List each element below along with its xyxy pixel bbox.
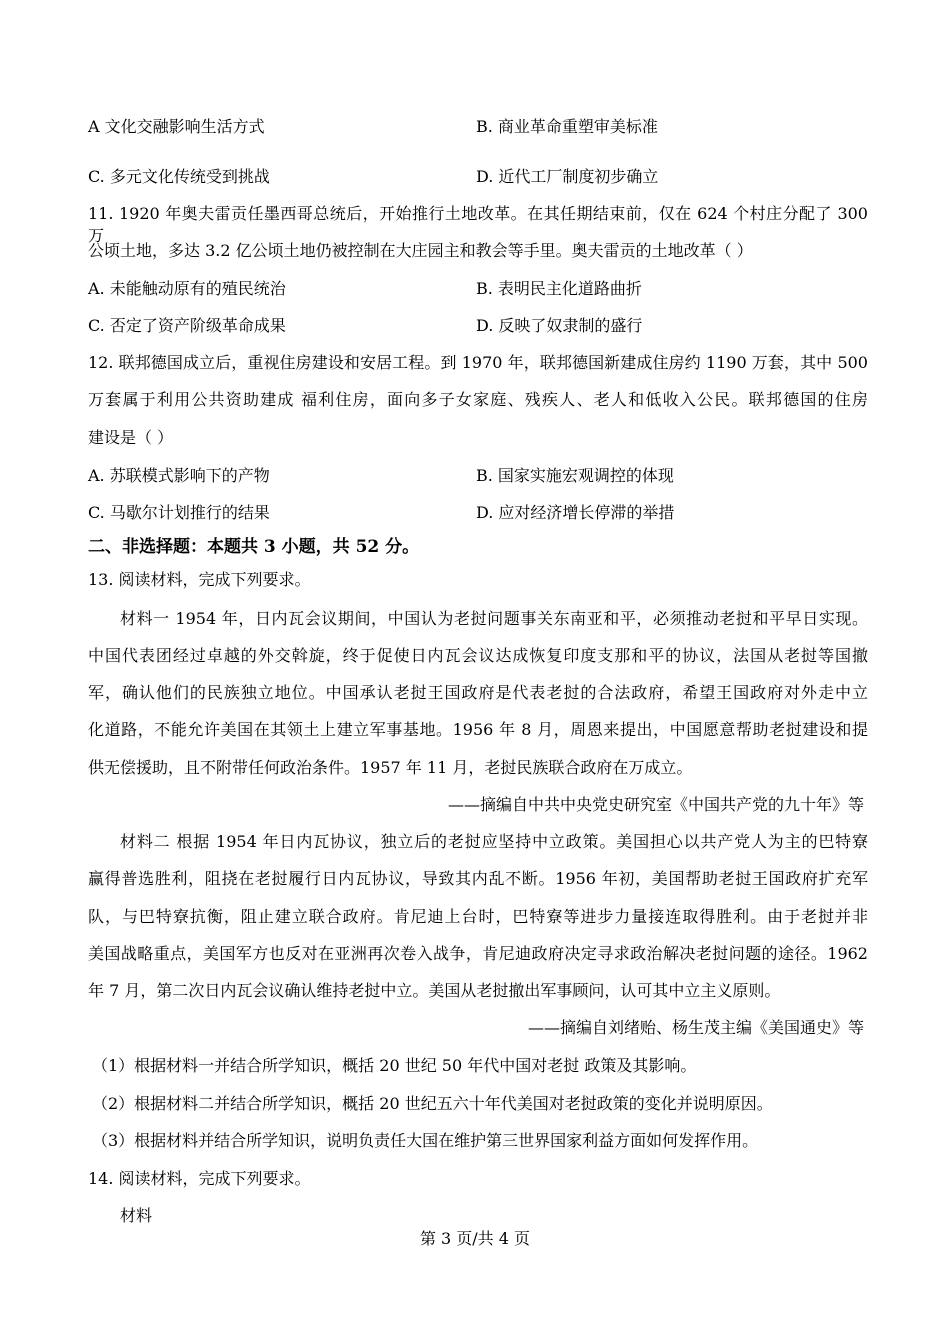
q12-stem-line2: 万套属于利用公共资助建成 福利住房，面向多子女家庭、残疾人、老人和低收入公民。联邦德国的住房 xyxy=(88,390,868,409)
q14-material-label: 材料 xyxy=(120,1206,153,1225)
q12-stem-line1: 12. 联邦德国成立后，重视住房建设和安居工程。到 1970 年，联邦德国新建成住房约 1190 万套，其中 500 xyxy=(88,353,868,372)
q11-stem-line2: 公顷土地，多达 3.2 亿公顷土地仍被控制在大庄园主和教会等手里。奥夫雷贡的土地改革（ ） xyxy=(88,241,753,260)
q11-option-b: B. 表明民主化道路曲折 xyxy=(476,279,642,298)
q14-stem: 14. 阅读材料，完成下列要求。 xyxy=(88,1169,311,1188)
q12-stem-line3: 建设是（ ） xyxy=(88,428,174,447)
q13-material2-source: ——摘编自刘绪贻、杨生茂主编《美国通史》等 xyxy=(527,1018,864,1037)
q10-option-d: D. 近代工厂制度初步确立 xyxy=(476,167,659,186)
q10-option-b: B. 商业革命重塑审美标准 xyxy=(476,117,658,136)
q11-option-c: C. 否定了资产阶级革命成果 xyxy=(88,316,286,335)
q11-option-d: D. 反映了奴隶制的盛行 xyxy=(476,316,643,335)
q13-material1-line5: 供无偿援助，且不附带任何政治条件。1957 年 11 月，老挝民族联合政府在万成立。 xyxy=(88,758,693,777)
q10-option-a: A 文化交融影响生活方式 xyxy=(88,117,265,136)
q12-option-c: C. 马歇尔计划推行的结果 xyxy=(88,503,270,522)
q13-stem: 13. 阅读材料，完成下列要求。 xyxy=(88,570,311,589)
page-number: 第 3 页/共 4 页 xyxy=(419,1229,531,1248)
q13-material2-line4: 美国战略重点，美国军方也反对在亚洲再次卷入战争，肯尼迪政府决定寻求政治解决老挝问题的途径。1962 xyxy=(88,944,868,963)
q13-material1-line3: 军，确认他们的民族独立地位。中国承认老挝王国政府是代表老挝的合法政府，希望王国政府对外走中立 xyxy=(88,683,868,702)
q13-material2-line1: 材料二 根据 1954 年日内瓦协议，独立后的老挝应坚持中立政策。美国担心以共产党人为主的巴特寮 xyxy=(120,832,868,851)
q13-material1-line1: 材料一 1954 年，日内瓦会议期间，中国认为老挝问题事关东南亚和平，必须推动老挝和平早日实现。 xyxy=(120,609,868,628)
q11-option-a: A. 未能触动原有的殖民统治 xyxy=(88,279,286,298)
q13-material2-line3: 队，与巴特寮抗衡，阻止建立联合政府。肯尼迪上台时，巴特寮等进步力量接连取得胜利。由于老挝并非 xyxy=(88,907,868,926)
q13-material1-line4: 化道路，不能允许美国在其领土上建立军事基地。1956 年 8 月，周恩来提出，中国愿意帮助老挝建设和提 xyxy=(88,720,868,739)
q10-option-c: C. 多元文化传统受到挑战 xyxy=(88,167,270,186)
q13-sub-question-2: （2）根据材料二并结合所学知识，概括 20 世纪五六十年代美国对老挝政策的变化并说明原因。 xyxy=(92,1094,773,1113)
q13-sub-question-1: （1）根据材料一并结合所学知识，概括 20 世纪 50 年代中国对老挝 政策及其影响。 xyxy=(92,1056,697,1075)
q12-option-b: B. 国家实施宏观调控的体现 xyxy=(476,466,674,485)
q11-stem-line1: 11. 1920 年奥夫雷贡任墨西哥总统后，开始推行土地改革。在其任期结束前，仅在 624 个村庄分配了 300 万 xyxy=(88,204,868,245)
q13-material1-source: ——摘编自中共中央党史研究室《中国共产党的九十年》等 xyxy=(447,795,864,814)
section-title: 二、非选择题：本题共 3 小题，共 52 分。 xyxy=(88,537,420,557)
q13-material2-line5: 年 7 月，第二次日内瓦会议确认维持老挝中立。美国从老挝撤出军事顾问，认可其中立主义原则。 xyxy=(88,981,781,1000)
q13-sub-question-3: （3）根据材料并结合所学知识，说明负责任大国在维护第三世界国家利益方面如何发挥作用。 xyxy=(92,1131,759,1150)
q13-material2-line2: 赢得普选胜利，阻挠在老挝履行日内瓦协议，导致其内乱不断。1956 年初，美国帮助老挝王国政府扩充军 xyxy=(88,869,868,888)
q12-option-d: D. 应对经济增长停滞的举措 xyxy=(476,503,675,522)
q13-material1-line2: 中国代表团经过卓越的外交斡旋，终于促使日内瓦会议达成恢复印度支那和平的协议，法国从老挝等国撤 xyxy=(88,646,868,665)
q12-option-a: A. 苏联模式影响下的产物 xyxy=(88,466,270,485)
